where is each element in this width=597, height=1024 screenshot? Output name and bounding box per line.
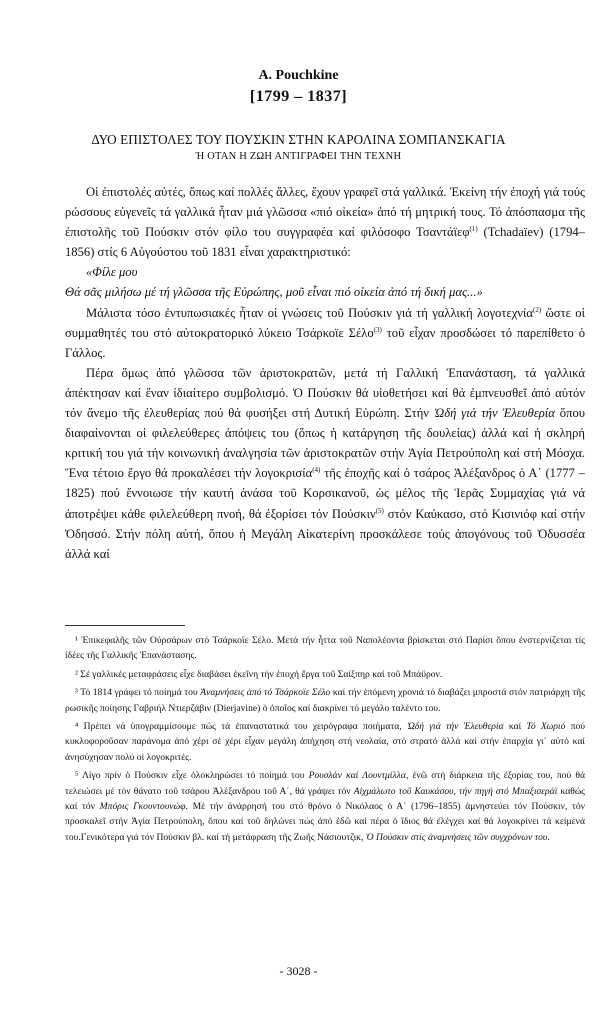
author-dates: [1799 – 1837] [249, 88, 348, 105]
paragraph-3: Πέρα ὅμως ἀπό γλῶσσα τῶν ἀριστοκρατῶν, μετά τή Γαλλική Ἐπανάσταση, τά γαλλικά ἀπέκτησαν καί ἕναν ἰδιαίτερο συμβολισμό. Ὁ Πούσκιν θά υἱοθετήσει καί θά ἐμπνευσθεῖ ἀπό αὐτόν τόν ἄνεμο τῆς ἐλευθερίας πού θά φυσήξει στή Δυτική Εὐρώπη. Στήν Ὠδή γιά τήν Ἐλευθερία ὅπου διαφαίνονται οἱ φιλελεύθερες ἀπόψεις του (ὅπως ἡ κατάργηση τῆς δουλείας) ἀλλά καί ἡ σκληρή κριτική του γιά τήν κοινωνική ἀναλγησία τῶν ἀριστοκρατῶν στήν Ἁγία Πετρούπολη καί στή Μόσχα. Ἕνα τέτοιο ἔργο θά προκαλέσει τήν λογοκρισία$^{(4)}$ τῆς ἐποχῆς καί ὁ τσάρος Ἀλέξανδρος ὁ Α΄ (1777 – 1825) πού ἔννοιωσε τήν καυτή ἀνάσα τοῦ Κορσικανοῦ, ὡς μέλος τῆς Ἱερᾶς Συμμαχίας γιά νά ἀποτρέψει κάθε φιλελεύθερη πνοή, θά ἐξορίσει τόν Πούσκιν$^{(5)}$ στόν Καύκασο, στό Κισινιόφ καί στήν Ὀδησσό. Στήν πόλη αὐτή, ὅπου ἡ Μεγάλη Αἰκατερίνη προσκάλεσε τούς ἀπογόνους τοῦ Ὀδυσσέα ἀλλά καί [65, 365, 585, 561]
footnote-ref-1: (1) [469, 225, 478, 233]
footnote-1: ¹ Ἐπικεφαλῆς τῶν Οὐρσάρων στό Τσάρκοϊε Σέλο. Μετά τήν ἧττα τοῦ Ναπολέοντα βρίσκεται στό Παρίσι ὅπου ἐνστερνίζεται τίς ἰδέες τῆς Γαλλικῆς Ἐπανάστασης. [65, 635, 585, 662]
footnote-2: ² Σέ γαλλικές μεταφράσεις εἶχε διαβάσει ἐκεῖνη τήν ἐποχή ἔργα τοῦ Σαίξπηρ καί τοῦ Μπάϋρον. [75, 668, 443, 680]
article-title: ΔΥΟ ΕΠΙΣΤΟΛΕΣ ΤΟΥ ΠΟΥΣΚΙΝ ΣΤΗΝ ΚΑΡΟΛΙΝΑ ΣΟΜΠΑΝΣΚΑΓΙΑ [91, 132, 506, 147]
quote-line-2: Θά σᾶς μιλήσω μέ τή γλῶσσα τῆς Εὐρώπης, μοῦ εἶναι πιό οἰκεία ἀπό τή δική μας...» [65, 285, 483, 300]
paragraph-2: Μάλιστα τόσο ἐντυπωσιακές ἦταν οἱ γνώσεις τοῦ Πούσκιν γιά τή γαλλική λογοτεχνία$^{(2)}$ ὥστε οἱ συμμαθητές του στό αὐτοκρατορικό λύκειο Τσάρκοϊε Σέλο$^{(3)}$ τοῦ εἶχαν προσδώσει τό παρεπίθετο ὁ Γάλλος. [65, 305, 586, 360]
footnote-4: ⁴ Πρέπει νά ὑπογραμμίσουμε πώς τά ἐπαναστατικά του χειρόγραφα ποιήματα, Ὠδή γιά τήν Ἐλευθερία καί Τό Χωριό πού κυκλοφοροῦσαν παράνομα ἀπό χέρι σέ χέρι εἶχαν μεγάλη ἀπήχηση στή νεολαία, στό στρατό ἀλλά καί στήν ἐπαρχία γι᾽ αὐτό καί ἀνησύχησαν πολύ οἱ λογοκριτές. [65, 721, 585, 763]
quote-line-1: «Φίλε μου [86, 265, 138, 280]
article-body [65, 182, 585, 564]
page-number: - 3028 - [279, 964, 318, 978]
paragraph-1: Οἱ ἐπιστολές αὐτές, ὅπως καί πολλές ἄλλες, ἔχουν γραφεῖ στά γαλλικά. Ἐκείνη τήν ἐποχή γιά τούς ρώσσους εὐγενεῖς τά γαλλικά ἦταν μιά γλῶσσα «πιό οἰκεία» ἀπό τή μητρική τους. Τό ἀπόσπασμα τῆς ἐπιστολῆς τοῦ Πούσκιν στόν φίλο του συγγραφέα καί φιλόσοφο Τσαντάϊεφ$^{(1)}$ (Tchadaïev) (1794–1856) στίς 6 Αὐγούστου τοῦ 1831 εἶναι χαρακτηριστικό: [65, 185, 585, 260]
footnote-3: ³ Τό 1814 γράφει τό ποίημά του Ἀναμνήσεις ἀπό τό Τσάρκοϊε Σέλο καί τήν ἑπόμενη χρονιά τό διαβάζει μπροστά στόν πατριάρχη τῆς ρωσικῆς ποίησης Γαβριήλ Ντιερζάβιν (Dierjavine) ὁ ὁποῖος καί διακρίνει τό μεγάλο ταλέντο του. [65, 687, 585, 714]
author-name: A. Pouchkine [258, 68, 339, 83]
footnote-5: ⁵ Λίγο πρίν ὁ Πούσκιν εἶχε ὁλοκληρώσει τό ποίημά του Ρουσλάν καί Λουντμίλλα, ἐνῶ στή διάρκεια τῆς ἐξορίας του, πού θά τελειώσει μέ τόν θάνατο τοῦ τσάρου Ἀλέξανδρου τοῦ Α΄, θά γράψει τόν Αἰχμάλωτο τοῦ Καυκάσου, τήν πηγή στό Μπαξισεράϊ καθώς καί τόν Μπόρις Γκουντουνώφ. Μέ τήν ἀνάρρησή του στό θρόνο ὁ Νικόλαος ὁ Α΄ (1796–1855) ἀμνηστεύει τόν Πούσκιν, τόν προσκαλεῖ στήν Ἁγία Πετρούπολη, ὅπου καί τοῦ δηλώνει πώς ἀπό ἐδῶ καί πέρα ὁ ἴδιος θά ἐλέγχει καί θά λογοκρίνει τά κείμενά του.Γενικότερα γιά τόν Πούσκιν βλ. καί τή μετάφραση τῆς Ζωῆς Νάσιουτζικ, Ὁ Πούσκιν στίς ἀναμνήσεις τῶν συγχρόνων του. [65, 770, 585, 843]
footnotes [65, 633, 585, 848]
footnote-ref-4: (4) [312, 466, 321, 475]
footnote-ref-3: (3) [373, 325, 382, 334]
footnote-ref-2: (2) [532, 305, 542, 314]
footnote-divider [65, 625, 185, 626]
footnote-ref-5: (5) [375, 506, 384, 515]
article-subtitle: Ή ΟΤΑΝ Η ΖΩΗ ΑΝΤΙΓΡΑΦΕΙ ΤΗΝ ΤΕΧΝΗ [195, 151, 402, 162]
